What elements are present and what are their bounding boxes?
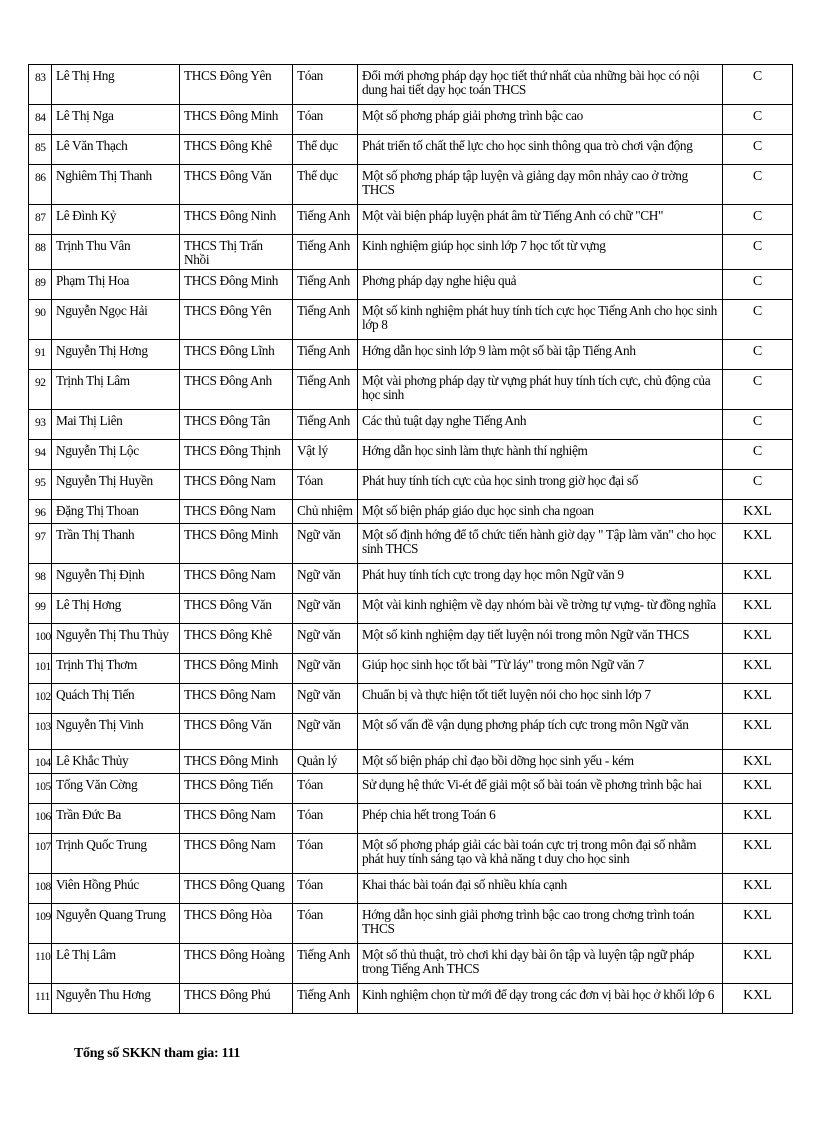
result-cell: C bbox=[723, 165, 793, 205]
table-row bbox=[29, 300, 793, 340]
total-entries-label: Tổng số SKKN tham gia: 111 bbox=[74, 1046, 241, 1061]
initiative-title-cell: Chuẩn bị và thực hiện tốt tiết luyện nói cho học sinh lớp 7 bbox=[358, 684, 723, 714]
initiative-title-cell: Một vài biện pháp luyện phát âm từ Tiếng Anh có chữ "CH" bbox=[358, 205, 723, 235]
teacher-name-cell: Lê Thị Nga bbox=[52, 105, 180, 135]
row-number-cell: 96 bbox=[29, 500, 52, 524]
table-row bbox=[29, 904, 793, 944]
teacher-name-cell: Viên Hồng Phúc bbox=[52, 874, 180, 904]
table-row bbox=[29, 470, 793, 500]
result-cell: KXL bbox=[723, 984, 793, 1014]
initiative-title-cell: Kinh nghiệm giúp học sinh lớp 7 học tốt từ vựng bbox=[358, 235, 723, 270]
subject-cell: Tóan bbox=[293, 470, 358, 500]
result-cell: C bbox=[723, 105, 793, 135]
table-row bbox=[29, 834, 793, 874]
row-number-cell: 89 bbox=[29, 270, 52, 300]
teacher-name-cell: Trần Đức Ba bbox=[52, 804, 180, 834]
row-number-cell: 87 bbox=[29, 205, 52, 235]
result-cell: KXL bbox=[723, 684, 793, 714]
teacher-name-cell: Trịnh Thị Lâm bbox=[52, 370, 180, 410]
table-row bbox=[29, 684, 793, 714]
school-cell: THCS Đông Yên bbox=[180, 65, 293, 105]
table-row bbox=[29, 714, 793, 750]
result-cell: KXL bbox=[723, 834, 793, 874]
result-cell: KXL bbox=[723, 774, 793, 804]
initiative-title-cell: Phát huy tính tích cực của học sinh trong giờ học đại số bbox=[358, 470, 723, 500]
table-row bbox=[29, 750, 793, 774]
table-row bbox=[29, 944, 793, 984]
row-number-cell: 90 bbox=[29, 300, 52, 340]
row-number-cell: 103 bbox=[29, 714, 52, 750]
subject-cell: Tiếng Anh bbox=[293, 984, 358, 1014]
teacher-name-cell: Nguyễn Thị Vinh bbox=[52, 714, 180, 750]
result-cell: C bbox=[723, 135, 793, 165]
initiative-title-cell: Một số biện pháp giáo dục học sinh cha ngoan bbox=[358, 500, 723, 524]
teacher-name-cell: Đặng Thị Thoan bbox=[52, 500, 180, 524]
subject-cell: Vật lý bbox=[293, 440, 358, 470]
teacher-name-cell: Trịnh Quốc Trung bbox=[52, 834, 180, 874]
initiative-title-cell: Một số kinh nghiệm phát huy tính tích cực học Tiếng Anh cho học sinh lớp 8 bbox=[358, 300, 723, 340]
row-number-cell: 86 bbox=[29, 165, 52, 205]
row-number-cell: 95 bbox=[29, 470, 52, 500]
result-cell: C bbox=[723, 440, 793, 470]
subject-cell: Tóan bbox=[293, 904, 358, 944]
subject-cell: Ngữ văn bbox=[293, 564, 358, 594]
row-number-cell: 109 bbox=[29, 904, 52, 944]
school-cell: THCS Đông Minh bbox=[180, 750, 293, 774]
row-number-cell: 100 bbox=[29, 624, 52, 654]
table-row bbox=[29, 270, 793, 300]
row-number-cell: 98 bbox=[29, 564, 52, 594]
row-number-cell: 110 bbox=[29, 944, 52, 984]
result-cell: KXL bbox=[723, 944, 793, 984]
result-cell: KXL bbox=[723, 904, 793, 944]
table-row bbox=[29, 410, 793, 440]
result-cell: C bbox=[723, 470, 793, 500]
subject-cell: Tóan bbox=[293, 774, 358, 804]
results-table-body bbox=[29, 65, 793, 1014]
table-row bbox=[29, 984, 793, 1014]
initiative-title-cell: Hớng dẫn học sinh giải phơng trình bậc cao trong chơng trình toán THCS bbox=[358, 904, 723, 944]
initiative-title-cell: Một số phơng pháp tập luyện và giảng dạy môn nhảy cao ở trờng THCS bbox=[358, 165, 723, 205]
subject-cell: Tiếng Anh bbox=[293, 235, 358, 270]
teacher-name-cell: Lê Thị Lâm bbox=[52, 944, 180, 984]
subject-cell: Tiếng Anh bbox=[293, 300, 358, 340]
subject-cell: Tiếng Anh bbox=[293, 205, 358, 235]
subject-cell: Tiếng Anh bbox=[293, 270, 358, 300]
school-cell: THCS Đông Nam bbox=[180, 804, 293, 834]
subject-cell: Tóan bbox=[293, 105, 358, 135]
table-row bbox=[29, 165, 793, 205]
school-cell: THCS Đông Khê bbox=[180, 135, 293, 165]
school-cell: THCS Đông Thịnh bbox=[180, 440, 293, 470]
initiative-title-cell: Một số thủ thuật, trò chơi khi dạy bài ôn tập và luyện tập ngữ pháp trong Tiếng Anh THCS bbox=[358, 944, 723, 984]
initiative-title-cell: Một số kinh nghiệm dạy tiết luyện nói trong môn Ngữ văn THCS bbox=[358, 624, 723, 654]
school-cell: THCS Đông Hoàng bbox=[180, 944, 293, 984]
teacher-name-cell: Nguyễn Thu Hơng bbox=[52, 984, 180, 1014]
school-cell: THCS Đông Khê bbox=[180, 624, 293, 654]
school-cell: THCS Đông Minh bbox=[180, 654, 293, 684]
school-cell: THCS Đông Nam bbox=[180, 684, 293, 714]
subject-cell: Ngữ văn bbox=[293, 624, 358, 654]
result-cell: KXL bbox=[723, 714, 793, 750]
subject-cell: Chủ nhiệm bbox=[293, 500, 358, 524]
initiative-title-cell: Một vài kinh nghiệm về dạy nhóm bài về trờng tự vựng- từ đồng nghĩa bbox=[358, 594, 723, 624]
school-cell: THCS Đông Văn bbox=[180, 594, 293, 624]
result-cell: KXL bbox=[723, 874, 793, 904]
table-row bbox=[29, 340, 793, 370]
subject-cell: Quản lý bbox=[293, 750, 358, 774]
subject-cell: Ngữ văn bbox=[293, 524, 358, 564]
teacher-name-cell: Tống Văn Cờng bbox=[52, 774, 180, 804]
school-cell: THCS Đông Hòa bbox=[180, 904, 293, 944]
school-cell: THCS Đông Quang bbox=[180, 874, 293, 904]
teacher-name-cell: Mai Thị Liên bbox=[52, 410, 180, 440]
teacher-name-cell: Lê Khắc Thủy bbox=[52, 750, 180, 774]
row-number-cell: 106 bbox=[29, 804, 52, 834]
table-row bbox=[29, 564, 793, 594]
school-cell: THCS Đông Nam bbox=[180, 834, 293, 874]
subject-cell: Tiếng Anh bbox=[293, 410, 358, 440]
result-cell: C bbox=[723, 235, 793, 270]
subject-cell: Tóan bbox=[293, 834, 358, 874]
table-row bbox=[29, 500, 793, 524]
row-number-cell: 94 bbox=[29, 440, 52, 470]
table-row bbox=[29, 874, 793, 904]
row-number-cell: 91 bbox=[29, 340, 52, 370]
initiative-title-cell: Giúp học sinh học tốt bài "Từ láy" trong môn Ngữ văn 7 bbox=[358, 654, 723, 684]
initiative-title-cell: Phát triển tố chất thể lực cho học sinh thông qua trò chơi vận động bbox=[358, 135, 723, 165]
result-cell: C bbox=[723, 270, 793, 300]
row-number-cell: 111 bbox=[29, 984, 52, 1014]
initiative-title-cell: Một số định hớng để tổ chức tiến hành giờ dạy " Tập làm văn" cho học sinh THCS bbox=[358, 524, 723, 564]
row-number-cell: 105 bbox=[29, 774, 52, 804]
school-cell: THCS Đông Văn bbox=[180, 714, 293, 750]
school-cell: THCS Đông Minh bbox=[180, 105, 293, 135]
result-cell: C bbox=[723, 340, 793, 370]
result-cell: KXL bbox=[723, 750, 793, 774]
initiative-title-cell: Phơng pháp dạy nghe hiệu quả bbox=[358, 270, 723, 300]
school-cell: THCS Đông Nam bbox=[180, 564, 293, 594]
row-number-cell: 104 bbox=[29, 750, 52, 774]
result-cell: C bbox=[723, 65, 793, 105]
teacher-name-cell: Nghiêm Thị Thanh bbox=[52, 165, 180, 205]
row-number-cell: 108 bbox=[29, 874, 52, 904]
table-row bbox=[29, 370, 793, 410]
initiative-title-cell: Các thủ tuật dạy nghe Tiếng Anh bbox=[358, 410, 723, 440]
row-number-cell: 99 bbox=[29, 594, 52, 624]
table-row bbox=[29, 205, 793, 235]
result-cell: C bbox=[723, 300, 793, 340]
row-number-cell: 102 bbox=[29, 684, 52, 714]
result-cell: C bbox=[723, 370, 793, 410]
table-row bbox=[29, 774, 793, 804]
row-number-cell: 97 bbox=[29, 524, 52, 564]
table-row bbox=[29, 65, 793, 105]
initiative-title-cell: Hớng dẫn học sinh lớp 9 làm một số bài tập Tiếng Anh bbox=[358, 340, 723, 370]
row-number-cell: 88 bbox=[29, 235, 52, 270]
table-row bbox=[29, 105, 793, 135]
teacher-name-cell: Nguyễn Quang Trung bbox=[52, 904, 180, 944]
row-number-cell: 85 bbox=[29, 135, 52, 165]
result-cell: KXL bbox=[723, 804, 793, 834]
teacher-name-cell: Phạm Thị Hoa bbox=[52, 270, 180, 300]
initiative-title-cell: Một vài phơng pháp dạy từ vựng phát huy tính tích cực, chủ động của học sinh bbox=[358, 370, 723, 410]
school-cell: THCS Đông Nam bbox=[180, 470, 293, 500]
school-cell: THCS Đông Anh bbox=[180, 370, 293, 410]
initiative-title-cell: Phép chia hết trong Toán 6 bbox=[358, 804, 723, 834]
row-number-cell: 93 bbox=[29, 410, 52, 440]
initiative-title-cell: Một số vấn đề vận dụng phơng pháp tích cực trong môn Ngữ văn bbox=[358, 714, 723, 750]
table-row bbox=[29, 594, 793, 624]
table-row bbox=[29, 804, 793, 834]
document-page bbox=[28, 64, 792, 1014]
row-number-cell: 83 bbox=[29, 65, 52, 105]
table-row bbox=[29, 524, 793, 564]
teacher-name-cell: Trịnh Thị Thơm bbox=[52, 654, 180, 684]
teacher-name-cell: Quách Thị Tiến bbox=[52, 684, 180, 714]
result-cell: KXL bbox=[723, 594, 793, 624]
table-row bbox=[29, 440, 793, 470]
teacher-name-cell: Nguyễn Thị Thu Thủy bbox=[52, 624, 180, 654]
results-table bbox=[28, 64, 793, 1014]
result-cell: KXL bbox=[723, 524, 793, 564]
row-number-cell: 84 bbox=[29, 105, 52, 135]
subject-cell: Ngữ văn bbox=[293, 594, 358, 624]
teacher-name-cell: Lê Thị Hơng bbox=[52, 594, 180, 624]
school-cell: THCS Đông Yên bbox=[180, 300, 293, 340]
row-number-cell: 107 bbox=[29, 834, 52, 874]
subject-cell: Tóan bbox=[293, 874, 358, 904]
initiative-title-cell: Phát huy tính tích cực trong dạy học môn Ngữ văn 9 bbox=[358, 564, 723, 594]
school-cell: THCS Đông Lĩnh bbox=[180, 340, 293, 370]
teacher-name-cell: Lê Văn Thạch bbox=[52, 135, 180, 165]
subject-cell: Tiếng Anh bbox=[293, 370, 358, 410]
subject-cell: Tóan bbox=[293, 65, 358, 105]
result-cell: KXL bbox=[723, 500, 793, 524]
teacher-name-cell: Nguyễn Thị Lộc bbox=[52, 440, 180, 470]
initiative-title-cell: Đổi mới phơng pháp dạy học tiết thứ nhất của những bài học có nội dung hai tiết dạy học toán THCS bbox=[358, 65, 723, 105]
row-number-cell: 101 bbox=[29, 654, 52, 684]
school-cell: THCS Đông Nam bbox=[180, 500, 293, 524]
subject-cell: Tóan bbox=[293, 804, 358, 834]
initiative-title-cell: Một số phơng pháp giải phơng trình bậc cao bbox=[358, 105, 723, 135]
initiative-title-cell: Một số phơng pháp giải các bài toán cực trị trong môn đại số nhằm phát huy tính sáng tạo và khả năng t duy cho học sinh bbox=[358, 834, 723, 874]
teacher-name-cell: Nguyễn Ngọc Hải bbox=[52, 300, 180, 340]
table-row bbox=[29, 624, 793, 654]
result-cell: C bbox=[723, 410, 793, 440]
teacher-name-cell: Nguyễn Thị Hơng bbox=[52, 340, 180, 370]
teacher-name-cell: Trịnh Thu Vân bbox=[52, 235, 180, 270]
school-cell: THCS Đông Ninh bbox=[180, 205, 293, 235]
teacher-name-cell: Lê Thị Hng bbox=[52, 65, 180, 105]
table-row bbox=[29, 654, 793, 684]
result-cell: C bbox=[723, 205, 793, 235]
initiative-title-cell: Khai thác bài toán đại số nhiều khía cạnh bbox=[358, 874, 723, 904]
school-cell: THCS Đông Phú bbox=[180, 984, 293, 1014]
result-cell: KXL bbox=[723, 654, 793, 684]
teacher-name-cell: Nguyễn Thị Huyền bbox=[52, 470, 180, 500]
subject-cell: Tiếng Anh bbox=[293, 944, 358, 984]
result-cell: KXL bbox=[723, 624, 793, 654]
teacher-name-cell: Lê Đình Kỷ bbox=[52, 205, 180, 235]
teacher-name-cell: Nguyễn Thị Định bbox=[52, 564, 180, 594]
initiative-title-cell: Hớng dẫn học sinh làm thực hành thí nghiệm bbox=[358, 440, 723, 470]
table-row bbox=[29, 135, 793, 165]
school-cell: THCS Đông Minh bbox=[180, 270, 293, 300]
school-cell: THCS Thị Trấn Nhồi bbox=[180, 235, 293, 270]
school-cell: THCS Đông Tiến bbox=[180, 774, 293, 804]
subject-cell: Ngữ văn bbox=[293, 714, 358, 750]
school-cell: THCS Đông Minh bbox=[180, 524, 293, 564]
subject-cell: Thể dục bbox=[293, 165, 358, 205]
initiative-title-cell: Kinh nghiệm chọn từ mới để dạy trong các đơn vị bài học ở khối lớp 6 bbox=[358, 984, 723, 1014]
result-cell: KXL bbox=[723, 564, 793, 594]
subject-cell: Ngữ văn bbox=[293, 684, 358, 714]
teacher-name-cell: Trần Thị Thanh bbox=[52, 524, 180, 564]
subject-cell: Tiếng Anh bbox=[293, 340, 358, 370]
row-number-cell: 92 bbox=[29, 370, 52, 410]
initiative-title-cell: Sử dụng hệ thức Vi-ét để giải một số bài toán về phơng trình bậc hai bbox=[358, 774, 723, 804]
subject-cell: Ngữ văn bbox=[293, 654, 358, 684]
school-cell: THCS Đông Tân bbox=[180, 410, 293, 440]
subject-cell: Thể dục bbox=[293, 135, 358, 165]
initiative-title-cell: Một số biện pháp chỉ đạo bồi dỡng học sinh yếu - kém bbox=[358, 750, 723, 774]
table-row bbox=[29, 235, 793, 270]
school-cell: THCS Đông Văn bbox=[180, 165, 293, 205]
